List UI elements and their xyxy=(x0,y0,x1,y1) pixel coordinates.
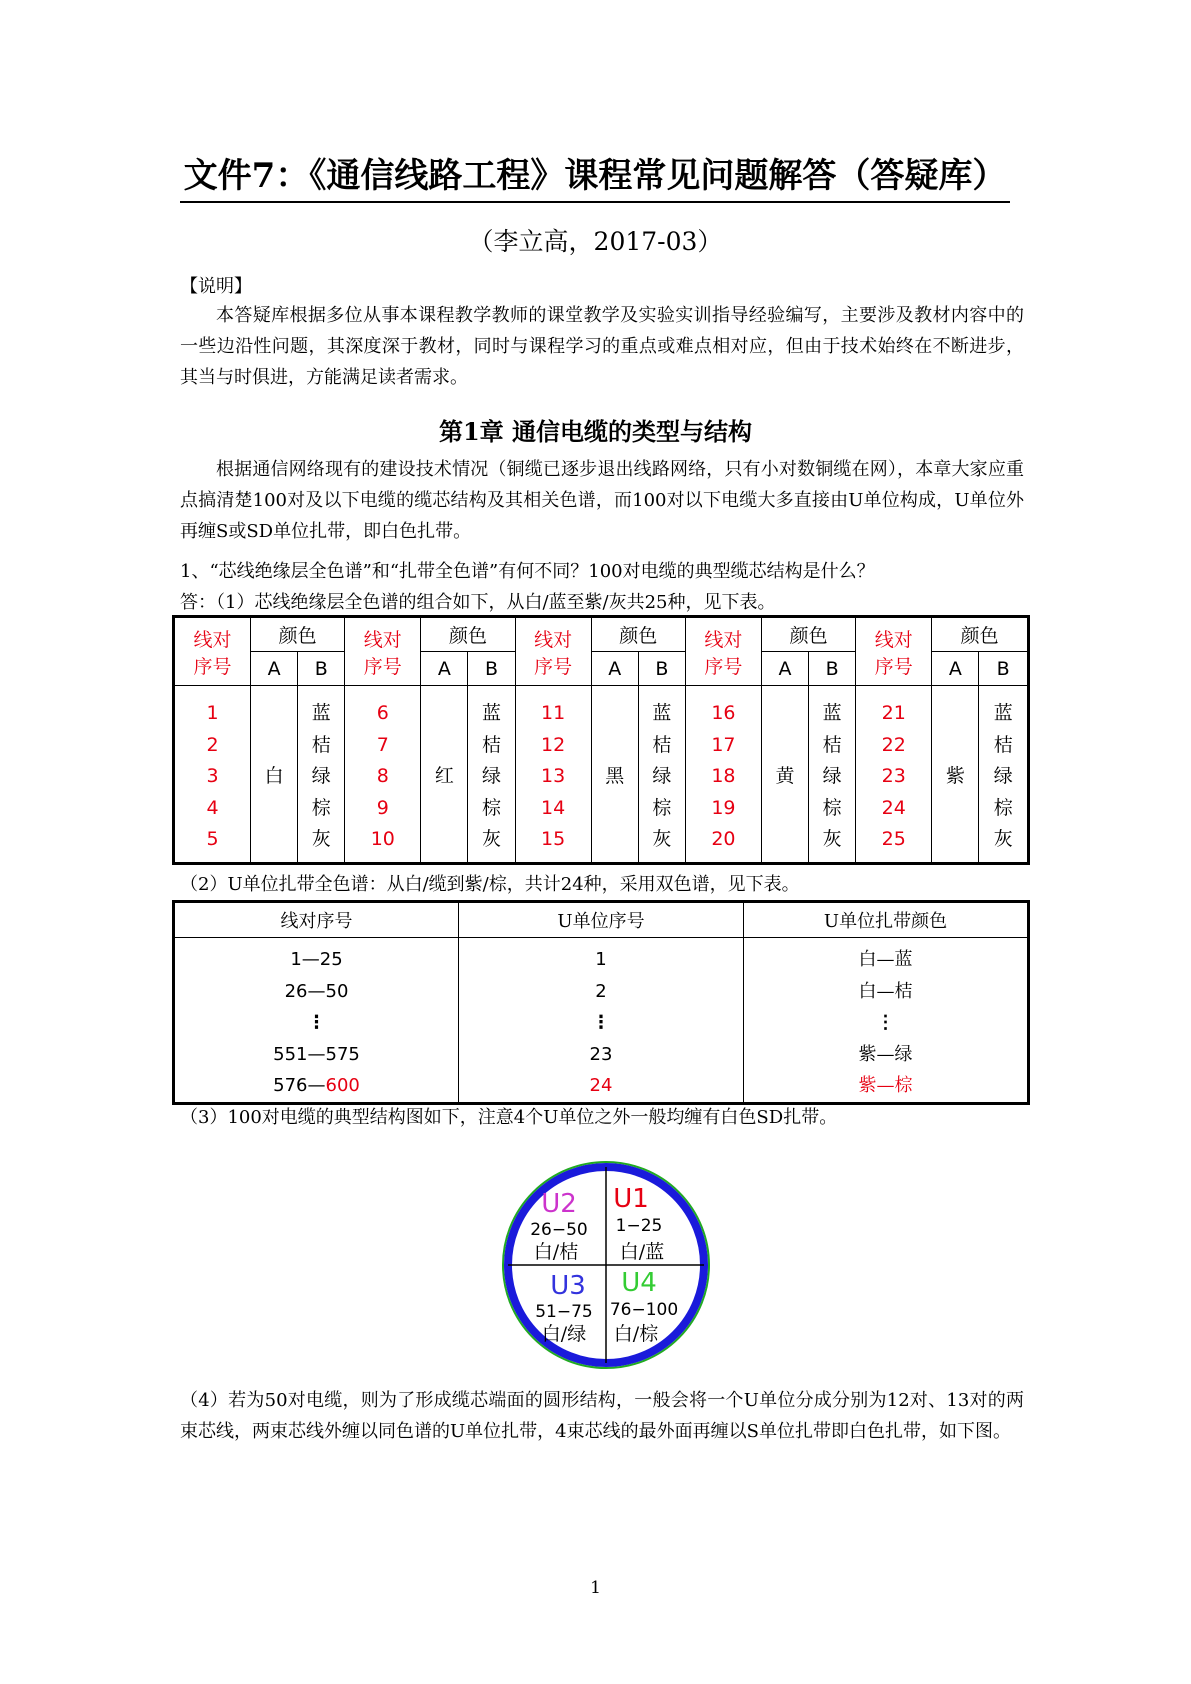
color-b-cell: 蓝 桔 绿 棕 灰 xyxy=(809,686,856,864)
answer-3: （3）100对电缆的典型结构图如下，注意4个U单位之外一般均缠有白色SD扎带。 xyxy=(180,1107,838,1128)
header-color-a: A xyxy=(421,652,468,686)
chapter-intro-paragraph: 根据通信网络现有的建设技术情况（铜缆已逐步退出线路网络，只有小对数铜缆在网），本章大家应重点搞清楚100对及以下电缆的缆芯结构及其相关色谱，而100对以下电缆大多直接由U单位构成，U单位外再缠S或SD单位扎带，即白色扎带。 xyxy=(180,459,1024,542)
answer-2: （2）U单位扎带全色谱：从白/缆到紫/棕，共计24种，采用双色谱，见下表。 xyxy=(180,874,800,895)
pair-number-cell: 11 12 13 14 15 xyxy=(515,686,591,864)
u4-pairs: 76−100 xyxy=(609,1300,679,1320)
header-unit-number: U单位序号 xyxy=(459,902,744,938)
header-pair-number: 线对 序号 xyxy=(515,617,591,686)
header-color-a: A xyxy=(932,652,979,686)
header-color-b: B xyxy=(809,652,856,686)
u2-color: 白/桔 xyxy=(533,1241,579,1263)
question-1: 1、“芯线绝缘层全色谱”和“扎带全色谱”有何不同？100对电缆的典型缆芯结构是什么？ xyxy=(180,561,875,582)
pair-range-column: 1—25 26—50 ⋮ 551—575 576—600 xyxy=(174,938,459,1104)
u1-label: U1 xyxy=(613,1184,649,1214)
color-a-cell: 白 xyxy=(251,686,298,864)
u1-pairs: 1−25 xyxy=(615,1216,663,1236)
header-color-b: B xyxy=(979,652,1029,686)
color-a-cell: 红 xyxy=(421,686,468,864)
pair-number-cell: 6 7 8 9 10 xyxy=(345,686,421,864)
header-pair-number: 线对 序号 xyxy=(856,617,932,686)
chapter-title: 第1章 通信电缆的类型与结构 xyxy=(438,417,753,446)
color-b-cell: 蓝 桔 绿 棕 灰 xyxy=(298,686,345,864)
color-a-cell: 黄 xyxy=(761,686,808,864)
pair-number-cell: 1 2 3 4 5 xyxy=(174,686,251,864)
u4-color: 白/棕 xyxy=(613,1323,659,1345)
color-a-cell: 紫 xyxy=(932,686,979,864)
header-binder-color: U单位扎带颜色 xyxy=(744,902,1029,938)
header-pair-range: 线对序号 xyxy=(174,902,459,938)
u-unit-binder-table xyxy=(172,900,1030,1105)
u3-pairs: 51−75 xyxy=(535,1302,593,1322)
explain-label: 【说明】 xyxy=(180,276,252,297)
color-b-cell: 蓝 桔 绿 棕 灰 xyxy=(468,686,515,864)
unit-number-column: 1 2 ⋮ 23 24 xyxy=(459,938,744,1104)
document-subtitle: （李立高，2017-03） xyxy=(468,227,723,256)
pair-number-cell: 21 22 23 24 25 xyxy=(856,686,932,864)
answer-1: 答：（1）芯线绝缘层全色谱的组合如下，从白/蓝至紫/灰共25种，见下表。 xyxy=(180,592,776,613)
header-pair-number: 线对 序号 xyxy=(345,617,421,686)
header-color: 颜色 xyxy=(932,617,1029,652)
page-number: 1 xyxy=(590,1578,601,1598)
pair-number-cell: 16 17 18 19 20 xyxy=(685,686,761,864)
header-color-b: B xyxy=(468,652,515,686)
u3-label: U3 xyxy=(550,1271,586,1301)
color-a-cell: 黑 xyxy=(591,686,638,864)
color-b-cell: 蓝 桔 绿 棕 灰 xyxy=(638,686,685,864)
u1-color: 白/蓝 xyxy=(619,1241,665,1263)
header-color-b: B xyxy=(298,652,345,686)
cable-cross-section-diagram xyxy=(496,1155,716,1375)
binder-color-column: 白—蓝 白—桔 ⋮ 紫—绿 紫—棕 xyxy=(744,938,1029,1104)
u3-color: 白/绿 xyxy=(541,1323,587,1345)
header-color: 颜色 xyxy=(761,617,855,652)
header-color-a: A xyxy=(251,652,298,686)
header-color: 颜色 xyxy=(421,617,515,652)
header-pair-number: 线对 序号 xyxy=(685,617,761,686)
header-color-a: A xyxy=(591,652,638,686)
header-color: 颜色 xyxy=(591,617,685,652)
color-b-cell: 蓝 桔 绿 棕 灰 xyxy=(979,686,1029,864)
insulation-color-table xyxy=(172,615,1030,865)
u2-label: U2 xyxy=(541,1189,577,1219)
explain-paragraph: 本答疑库根据多位从事本课程教学教师的课堂教学及实验实训指导经验编写，主要涉及教材内容中的一些边沿性问题，其深度深于教材，同时与课程学习的重点或难点相对应，但由于技术始终在不断进步，其当与时俱进，方能满足读者需求。 xyxy=(180,305,1024,388)
header-pair-number: 线对 序号 xyxy=(174,617,251,686)
u4-label: U4 xyxy=(621,1268,657,1298)
header-color-a: A xyxy=(761,652,808,686)
header-color: 颜色 xyxy=(251,617,345,652)
answer-4-paragraph: （4）若为50对电缆，则为了形成缆芯端面的圆形结构，一般会将一个U单位分成分别为12对、13对的两束芯线，两束芯线外缠以同色谱的U单位扎带，4束芯线的最外面再缠以S单位扎带即白色扎带，如下图。 xyxy=(180,1390,1024,1442)
document-title: 文件7：《通信线路工程》课程常见问题解答（答疑库） xyxy=(180,148,1010,203)
header-color-b: B xyxy=(638,652,685,686)
u2-pairs: 26−50 xyxy=(530,1220,588,1240)
